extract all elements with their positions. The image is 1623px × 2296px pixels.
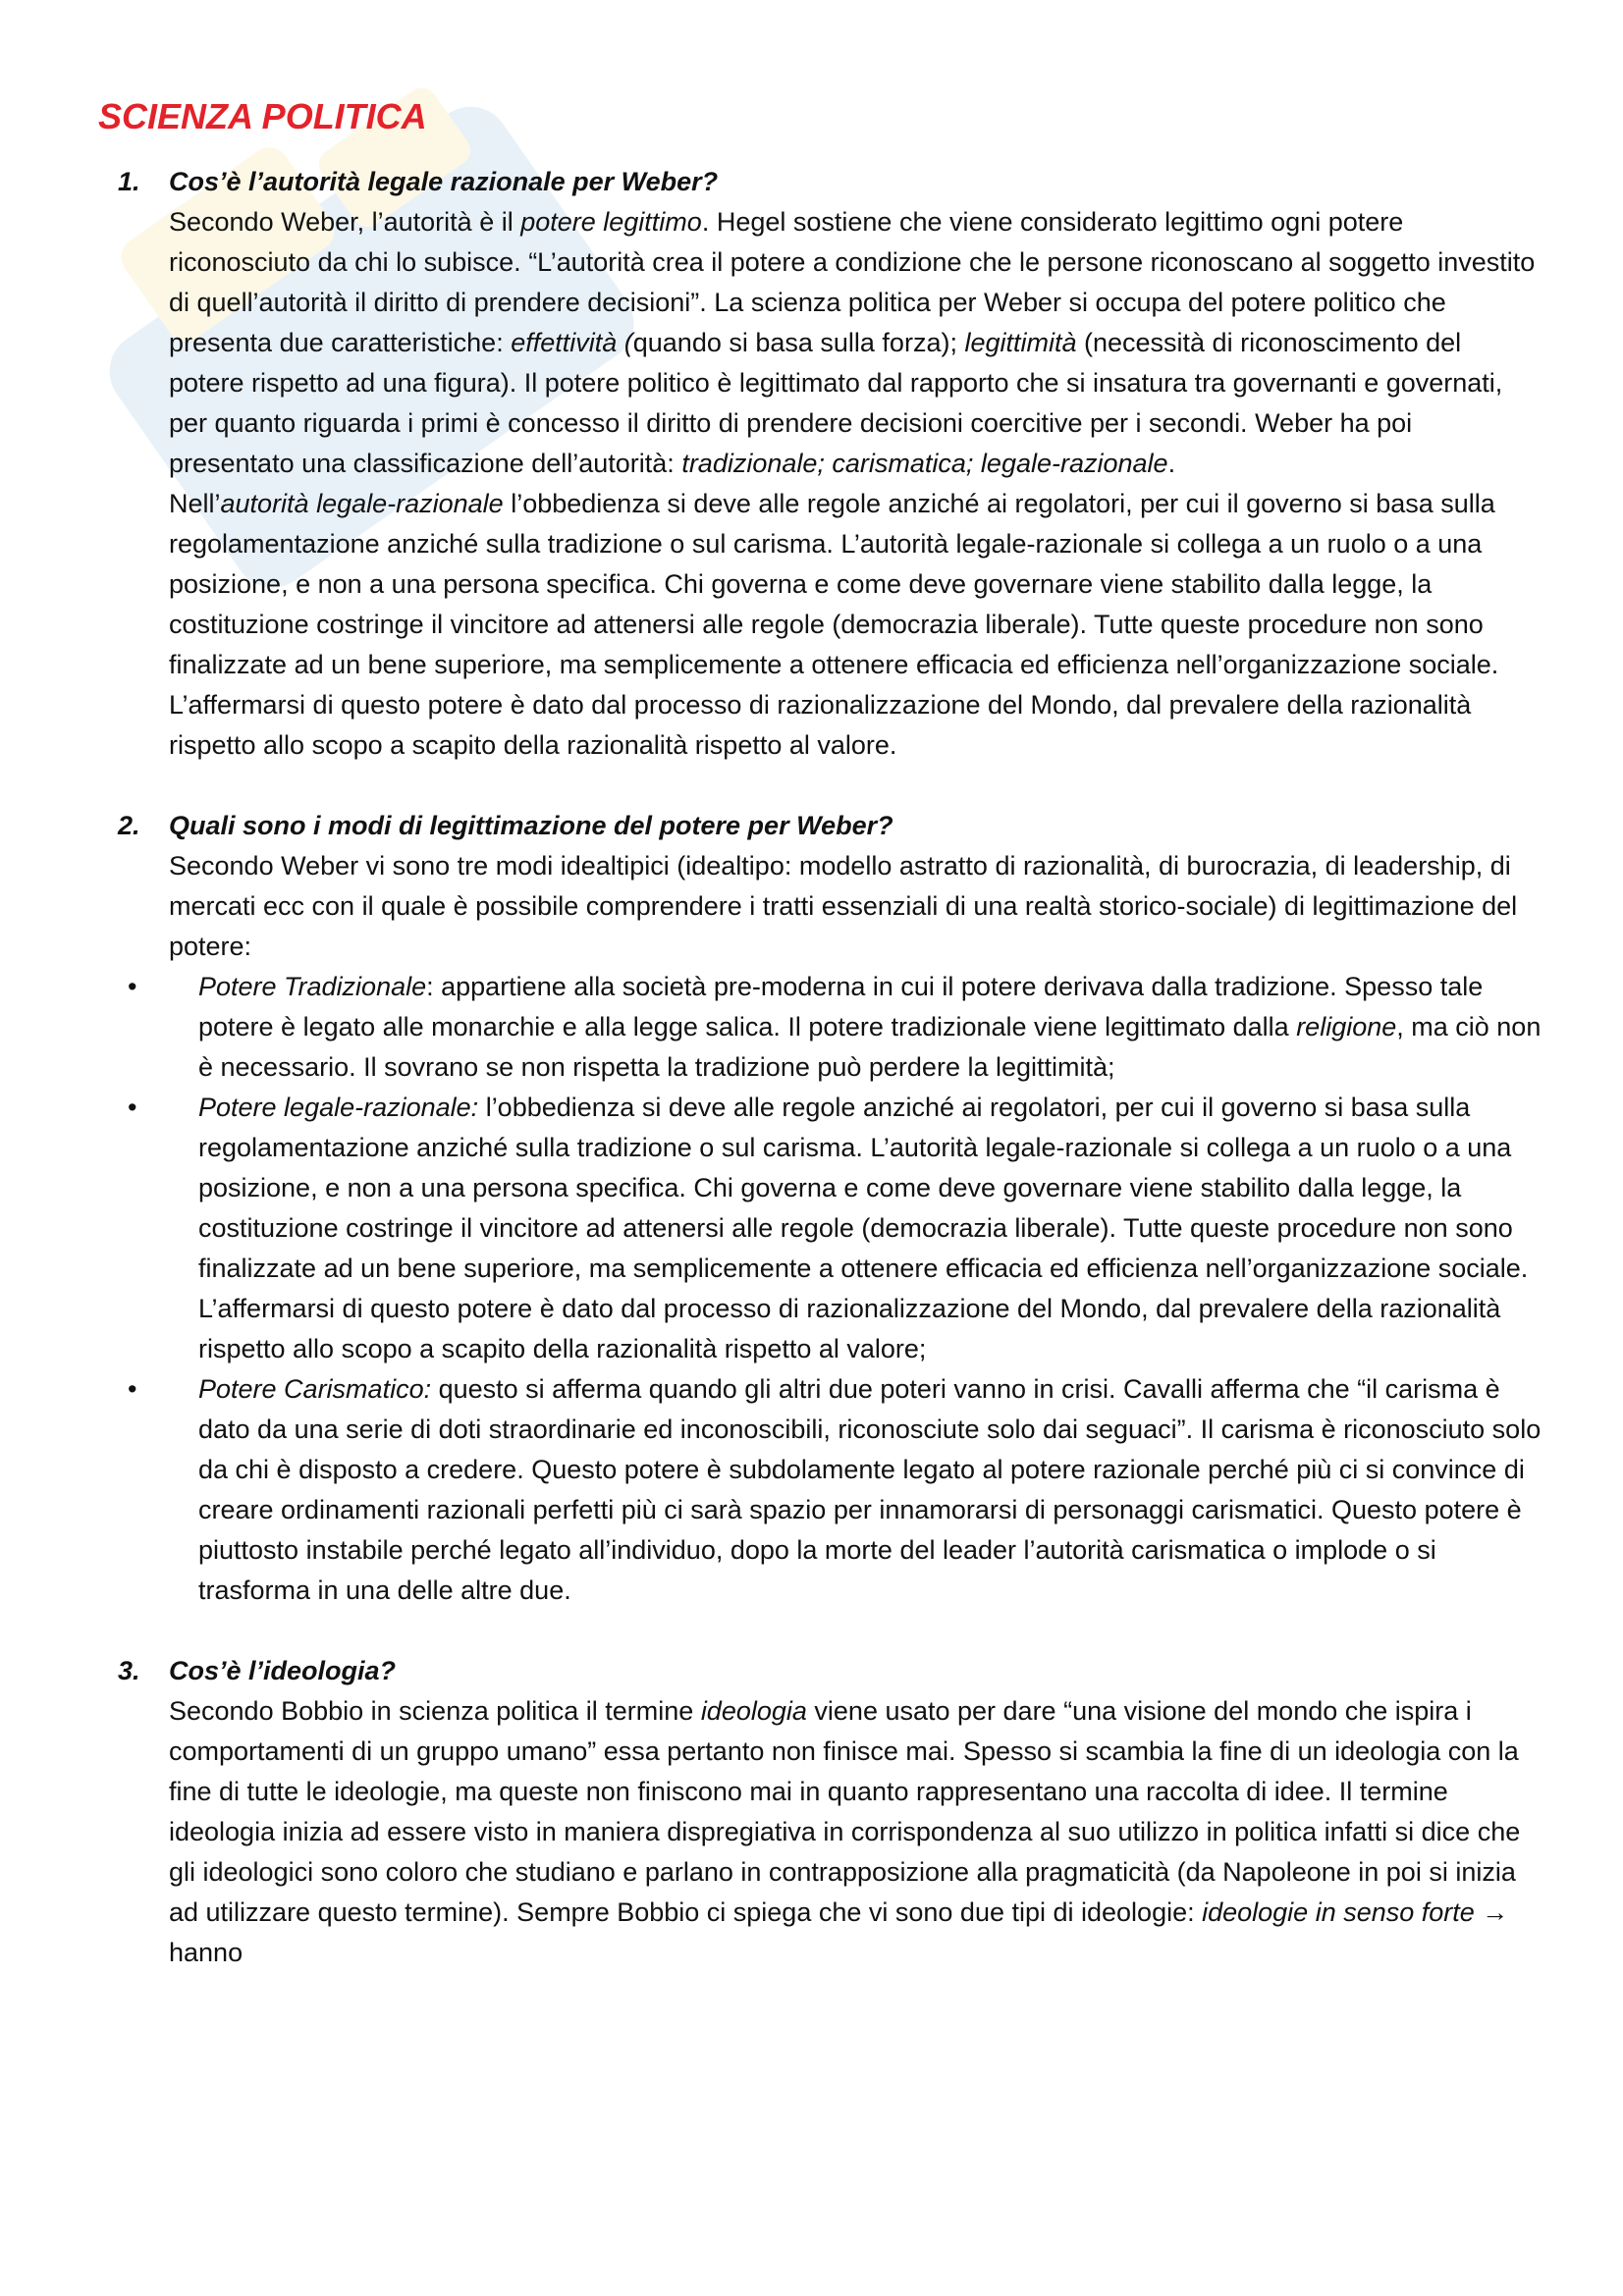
question-1-paragraph-2	[169, 484, 1542, 766]
question-2-number: 2.	[118, 811, 140, 840]
text-run: l’obbedienza si deve alle regole anziché ai regolatori, per cui il governo si basa sulla regolamentazione anziché sulla tradizione o sul carisma. L’autorità legale-razionale si collega a un ruolo o a una posizione, e non a una persona specifica. Chi governa e come deve governare viene stabilito dalla legge, la costituzione costringe il vincitore ad attenersi alle regole (democrazia liberale). Tutte queste procedure non sono finalizzate ad un bene superiore, ma semplicemente a ottenere efficacia ed efficienza nell’organizzazione sociale. L’affermarsi di questo potere è dato dal processo di razionalizzazione del Mondo, dal prevalere della razionalità rispetto allo scopo a scapito della razionalità rispetto al valore.	[169, 489, 1499, 760]
text-run: viene usato per dare “una visione del mondo che ispira i comportamenti di un gruppo umano” essa pertanto non finisce mai. Spesso si scambia la fine di un ideologia con la fine di tutte le ideologie, ma queste non finiscono mai in quanto rappresentano una raccolta di idee. Il termine ideologia inizia ad essere visto in maniera dispregiativa in corrispondenza al suo utilizzo in politica infatti si dice che gli ideologici sono coloro che studiano e parlano in contrapposizione alla pragmaticità (da Napoleone in poi si inizia ad utilizzare questo termine). Sempre Bobbio ci spiega che vi sono due tipi di ideologie:	[169, 1696, 1521, 1927]
text-run: potere legittimo	[520, 207, 702, 237]
text-run: l’obbedienza si deve alle regole anziché ai regolatori, per cui il governo si basa sulla regolamentazione anziché sulla tradizione o sul carisma. L’autorità legale-razionale si collega a un ruolo o a una posizione, e non a una persona specifica. Chi governa e come deve governare viene stabilito dalla legge, la costituzione costringe il vincitore ad attenersi alle regole (democrazia liberale). Tutte queste procedure non sono finalizzate ad un bene superiore, ma semplicemente a ottenere efficacia ed efficienza nell’organizzazione sociale. L’affermarsi di questo potere è dato dal processo di razionalizzazione del Mondo, dal prevalere della razionalità rispetto allo scopo a scapito della razionalità rispetto al valore;	[198, 1093, 1529, 1363]
text-run: → hanno	[169, 1897, 1509, 1967]
text-run: ideologie in senso forte	[1202, 1897, 1475, 1927]
text-run: (necessità di riconoscimento del potere rispetto ad una figura). Il potere politico è legittimato dal rapporto che si insatura tra governanti e governati, per quanto riguarda i primi è concesso il diritto di prendere decisioni coercitive per i secondi. Weber ha poi presentato una classificazione dell’autorità:	[169, 328, 1503, 478]
text-run: : appartiene alla società pre-moderna in cui il potere derivava dalla tradizione. Spesso tale potere è legato alle monarchie e alla legge salica. Il potere tradizionale viene legittimato dalla	[198, 972, 1484, 1041]
text-run: legittimità	[964, 328, 1077, 357]
text-run: effettività (	[511, 328, 633, 357]
question-2-heading	[118, 806, 1542, 846]
question-1-paragraph-1	[169, 202, 1542, 484]
text-run: Potere Carismatico:	[198, 1374, 432, 1404]
bullet-item	[128, 967, 1542, 1088]
text-run: ideologia	[700, 1696, 807, 1726]
text-run: Nell’	[169, 489, 221, 518]
question-1-number: 1.	[118, 167, 140, 196]
text-run: tradizionale; carismatica; legale-razionale	[681, 449, 1168, 478]
text-run: , ma ciò non è necessario. Il sovrano se non rispetta la tradizione può perdere la legittimità;	[198, 1012, 1542, 1082]
text-run: quando si basa sulla forza);	[632, 328, 965, 357]
bullet-icon: •	[128, 1374, 137, 1404]
bullet-item	[128, 1369, 1542, 1611]
document-page	[98, 93, 1542, 2013]
text-run: Potere Tradizionale	[198, 972, 427, 1001]
text-run: Secondo Weber, l’autorità è il	[169, 207, 521, 237]
question-2	[98, 806, 1542, 1611]
text-run: religione	[1296, 1012, 1397, 1041]
question-3-paragraph-1	[169, 1691, 1542, 1973]
text-run: . Hegel sostiene che viene considerato legittimo ogni potere riconosciuto da chi lo subisce. “L’autorità crea il potere a condizione che le persone riconoscano al soggetto investito di quell’autorità il diritto di prendere decisioni”. La scienza politica per Weber si occupa del potere politico che presenta due caratteristiche:	[169, 207, 1536, 357]
bullet-icon: •	[128, 972, 137, 1001]
text-run: autorità legale-razionale	[220, 489, 504, 518]
question-1-heading	[118, 162, 1542, 202]
bullet-item	[128, 1088, 1542, 1369]
question-3-text: Cos’è l’ideologia?	[169, 1656, 397, 1685]
question-3-number: 3.	[118, 1656, 140, 1685]
text-run: questo si afferma quando gli altri due poteri vanno in crisi. Cavalli afferma che “il carisma è dato da una serie di doti straordinarie ed inconoscibili, riconosciute solo dai seguaci”. Il carisma è riconosciuto solo da chi è disposto a credere. Questo potere è subdolamente legato al potere razionale perché più ci si convince di creare ordinamenti razionali perfetti più ci sarà spazio per innamorarsi di personaggi carismatici. Questo potere è piuttosto instabile perché legato all’individuo, dopo la morte del leader l’autorità carismatica o implode o si trasforma in una delle altre due.	[198, 1374, 1542, 1605]
page-title: SCIENZA POLITICA	[98, 96, 427, 136]
bullet-icon: •	[128, 1093, 137, 1122]
question-2-intro: Secondo Weber vi sono tre modi idealtipici (idealtipo: modello astratto di razionalità, di burocrazia, di leadership, di mercati ecc con il quale è possibile comprendere i tratti essenziali di una realtà storico-sociale) di legittimazione del potere:	[169, 851, 1518, 961]
question-2-text: Quali sono i modi di legittimazione del potere per Weber?	[169, 811, 893, 840]
text-run: Potere legale-razionale:	[198, 1093, 479, 1122]
question-3	[98, 1651, 1542, 1973]
question-3-heading	[118, 1651, 1542, 1691]
text-run: Secondo Bobbio in scienza politica il termine	[169, 1696, 701, 1726]
question-1	[98, 162, 1542, 766]
question-1-text: Cos’è l’autorità legale razionale per Weber?	[169, 167, 719, 196]
text-run: .	[1167, 449, 1176, 478]
